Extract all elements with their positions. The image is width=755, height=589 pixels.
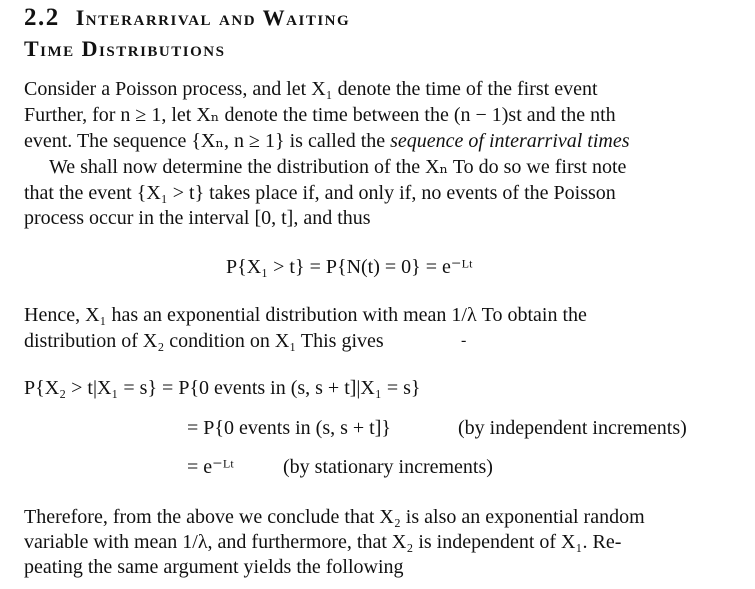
para4-line1: Therefore, from the above we conclude that X₂ is also an exponential random bbox=[24, 506, 645, 528]
interarrival-term: sequence of interarrival times bbox=[390, 130, 630, 152]
para4-line3: peating the same argument yields the following bbox=[24, 556, 404, 578]
equation2-line1: P{X₂ > t|X₁ = s} = P{0 events in (s, s + t]|X₁ = s} bbox=[24, 377, 421, 399]
equation2-line3: = e⁻ᴸᵗ bbox=[187, 456, 234, 478]
section-title-line1: Interarrival and Waiting bbox=[75, 5, 351, 30]
para1-line3-text: event. The sequence {Xₙ, n ≥ 1} is called the bbox=[24, 130, 391, 152]
para3-line1: Hence, X₁ has an exponential distribution with mean 1/λ To obtain the bbox=[24, 304, 587, 326]
para2-line2: that the event {X₁ > t} takes place if, and only if, no events of the Poisson bbox=[24, 182, 616, 204]
equation2-line3-note: (by stationary increments) bbox=[283, 456, 493, 478]
stray-dash-mark: - bbox=[461, 332, 467, 349]
equation-survival: P{X₁ > t} = P{N(t) = 0} = e⁻ᴸᵗ bbox=[226, 256, 473, 278]
para2-line3: process occur in the interval [0, t], and thus bbox=[24, 207, 371, 229]
section-title-line2: Time Distributions bbox=[24, 36, 226, 61]
section-heading-line1 bbox=[24, 4, 350, 32]
para2-line1: We shall now determine the distribution of the Xₙ To do so we first note bbox=[49, 156, 627, 178]
para1-line3 bbox=[24, 129, 630, 153]
equation2-line2-note: (by independent increments) bbox=[458, 417, 687, 439]
para4-line2: variable with mean 1/λ, and furthermore, that X₂ is independent of X₁. Re- bbox=[24, 531, 622, 553]
equation2-line2: = P{0 events in (s, s + t]} bbox=[187, 417, 391, 439]
para3-line2: distribution of X₂ condition on X₁ This gives bbox=[24, 330, 384, 352]
para1-line1: Consider a Poisson process, and let X₁ denote the time of the first event bbox=[24, 78, 598, 100]
para1-line2: Further, for n ≥ 1, let Xₙ denote the time between the (n − 1)st and the nth bbox=[24, 104, 616, 126]
section-number: 2.2 bbox=[24, 4, 60, 31]
